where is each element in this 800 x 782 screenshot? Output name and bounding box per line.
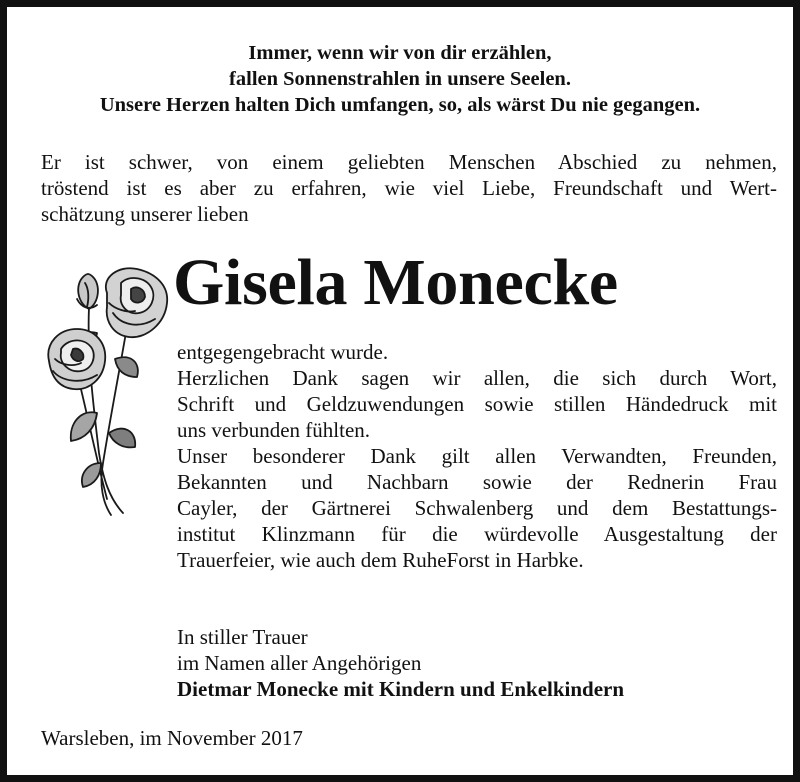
- intro-line-3: schätzung unserer lieben: [41, 202, 249, 226]
- closing-line-2: im Namen aller Angehörigen: [177, 651, 422, 675]
- motto-line-2: fallen Sonnenstrahlen in unsere Seelen.: [229, 68, 571, 90]
- body-line-7: Cayler, der Gärtnerei Schwalenberg und dem Bestattungs-: [177, 496, 777, 520]
- roses-icon: [37, 263, 177, 519]
- closing-block: [177, 624, 624, 702]
- motto-line-3: Unsere Herzen halten Dich umfangen, so, als wärst Du nie gegangen.: [99, 94, 701, 116]
- intro-line-1: Er ist schwer, von einem geliebten Menschen Abschied zu nehmen,: [41, 150, 777, 174]
- deceased-name: Gisela Monecke: [173, 246, 618, 319]
- body-line-3: Schrift und Geldzuwendungen sowie stillen Händedruck mit: [177, 392, 777, 416]
- intro-line-2: tröstend ist es aber zu erfahren, wie viel Liebe, Freundschaft und Wert-: [41, 176, 777, 200]
- intro-paragraph: [41, 149, 777, 227]
- body-line-5: Unser besonderer Dank gilt allen Verwandten, Freunden,: [177, 444, 777, 468]
- body-line-4: uns verbunden fühlten.: [177, 418, 371, 442]
- body-line-9: Trauerfeier, wie auch dem RuheForst in Harbke.: [177, 548, 584, 572]
- motto-verse: [21, 40, 779, 118]
- body-line-1: entgegengebracht wurde.: [177, 340, 389, 364]
- body-line-8: institut Klinzmann für die würdevolle Ausgestaltung der: [177, 522, 777, 546]
- place-date: Warsleben, im November 2017: [41, 726, 303, 750]
- body-line-6: Bekannten und Nachbarn sowie der Rednerin Frau: [177, 470, 777, 494]
- body-line-2: Herzlichen Dank sagen wir allen, die sich durch Wort,: [177, 366, 777, 390]
- signatories: Dietmar Monecke mit Kindern und Enkelkindern: [177, 677, 625, 701]
- closing-line-1: In stiller Trauer: [177, 625, 308, 649]
- motto-line-1: Immer, wenn wir von dir erzählen,: [248, 42, 552, 64]
- thanks-paragraph: [177, 339, 777, 573]
